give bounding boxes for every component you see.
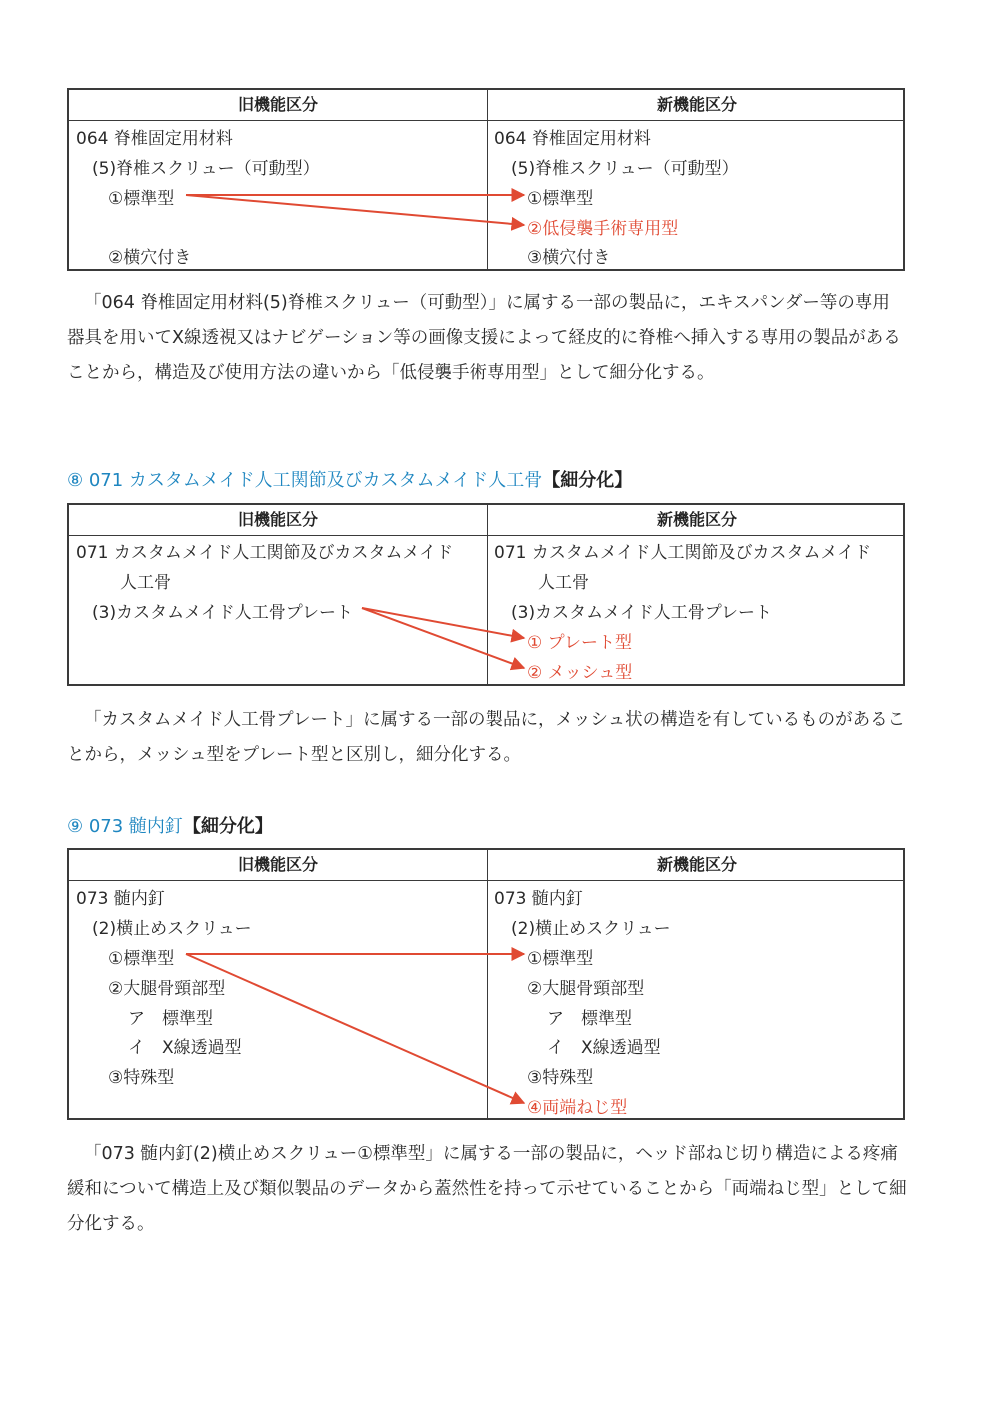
section-heading-073 (67, 812, 273, 838)
old-item: 人工骨 (120, 573, 171, 593)
new-item-added: ④両端ねじ型 (527, 1098, 628, 1118)
old-item: (2)横止めスクリュー (92, 919, 252, 939)
explanation-paragraph: 「カスタムメイド人工骨プレート」に属する一部の製品に，メッシュ状の構造を有しているものがあることから，メッシュ型をプレート型と区別し，細分化する。 (67, 710, 906, 765)
header-new-category: 新機能区分 (656, 855, 737, 874)
table-header (69, 90, 903, 121)
new-item: ③特殊型 (527, 1068, 594, 1088)
new-item-added: ② メッシュ型 (527, 663, 633, 683)
old-item: ②横穴付き (108, 248, 192, 268)
column-divider (487, 505, 488, 684)
new-item-added: ②低侵襲手術専用型 (527, 219, 679, 239)
new-item: ③横穴付き (527, 248, 611, 268)
new-item: ア 標準型 (547, 1009, 632, 1029)
column-divider (487, 90, 488, 269)
old-item: (3)カスタムメイド人工骨プレート (92, 603, 354, 623)
column-divider (487, 850, 488, 1118)
new-item: ①標準型 (527, 949, 594, 969)
section-tag: 【細分化】 (542, 470, 633, 491)
old-item: イ X線透過型 (128, 1038, 242, 1058)
new-item: (2)横止めスクリュー (511, 919, 671, 939)
old-item: ③特殊型 (108, 1068, 175, 1088)
new-item: (3)カスタムメイド人工骨プレート (511, 603, 773, 623)
new-item: (5)脊椎スクリュー（可動型） (511, 159, 739, 179)
header-old-category: 旧機能区分 (237, 510, 318, 529)
explanation-paragraph: 「064 脊椎固定用材料(5)脊椎スクリュー（可動型）」に属する一部の製品に，エキスパンダー等の専用器具を用いてX線透視又はナビゲーション等の画像支援によって経皮的に脊椎へ挿入する専用の製品があることから，構造及び使用方法の違いから「低侵襲手術専用型」として細分化する。 (67, 293, 901, 383)
header-new-category: 新機能区分 (656, 95, 737, 114)
table-header (69, 850, 903, 881)
old-item: 064 脊椎固定用材料 (76, 129, 233, 149)
old-item: 073 髄内釘 (76, 889, 165, 909)
new-item: ②大腿骨頸部型 (527, 979, 645, 999)
old-item: 071 カスタムメイド人工関節及びカスタムメイド (76, 543, 454, 563)
header-new-category: 新機能区分 (656, 510, 737, 529)
new-item: イ X線透過型 (547, 1038, 661, 1058)
new-item: 071 カスタムメイド人工関節及びカスタムメイド (494, 543, 872, 563)
old-item: ①標準型 (108, 189, 175, 209)
old-item: ②大腿骨頸部型 (108, 979, 226, 999)
old-item: ア 標準型 (128, 1009, 213, 1029)
section-title: ⑨ 073 髄内釘 (67, 816, 183, 837)
new-item: 064 脊椎固定用材料 (494, 129, 651, 149)
section-heading-071 (67, 466, 632, 492)
table-header (69, 505, 903, 536)
comparison-table-064 (67, 88, 905, 271)
new-item: 人工骨 (538, 573, 589, 593)
section-tag: 【細分化】 (182, 816, 273, 837)
old-item: ①標準型 (108, 949, 175, 969)
new-item: ①標準型 (527, 189, 594, 209)
header-old-category: 旧機能区分 (237, 855, 318, 874)
old-item: (5)脊椎スクリュー（可動型） (92, 159, 320, 179)
new-item-added: ① プレート型 (527, 633, 632, 653)
explanation-paragraph: 「073 髄内釘(2)横止めスクリュー①標準型」に属する一部の製品に，ヘッド部ねじ切り構造による疼痛緩和について構造上及び類似製品のデータから蓋然性を持って示せていることから「両端ねじ型」として細分化する。 (67, 1144, 907, 1234)
header-old-category: 旧機能区分 (237, 95, 318, 114)
new-item: 073 髄内釘 (494, 889, 583, 909)
comparison-table-071 (67, 503, 905, 686)
section-title: ⑧ 071 カスタムメイド人工関節及びカスタムメイド人工骨 (67, 470, 543, 491)
